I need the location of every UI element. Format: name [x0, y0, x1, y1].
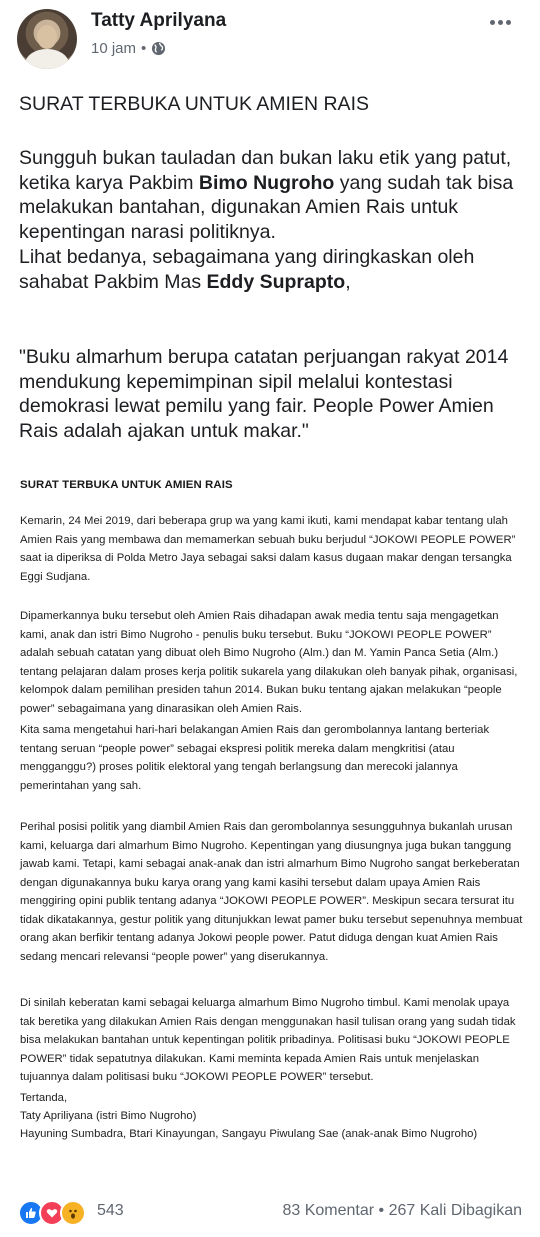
dot-icon: [490, 20, 495, 25]
document-paragraph: Kita sama mengetahui hari-hari belakangan Amien Rais dan gerombolannya lantang berteriak tentang seruan “people power” sebagai ekspresi politik mereka dalam mengkritisi (atau mengganggu?) proses politik elektoral yang tengah berlangsung dan merecoki jalannya pemerintahan yang sah.: [20, 724, 490, 792]
post-time[interactable]: 10 jam: [91, 40, 137, 57]
reactions-group[interactable]: [18, 1200, 81, 1226]
author-avatar[interactable]: [17, 9, 77, 69]
post-paragraph-3: "Buku almarhum berupa catatan perjuangan rakyat 2014 mendukung kepemimpinan sipil melalui kontestasi demokrasi lewat pemilu yang fair. People Power Amien Rais adalah ajakan untuk makar.": [19, 346, 509, 442]
shares-count[interactable]: 267 Kali Dibagikan: [388, 1202, 522, 1219]
stats-separator: •: [378, 1202, 385, 1219]
comments-count[interactable]: 83 Komentar: [282, 1202, 375, 1219]
post-title-line: SURAT TERBUKA UNTUK AMIEN RAIS: [19, 93, 369, 115]
document-title: SURAT TERBUKA UNTUK AMIEN RAIS: [20, 479, 233, 491]
p1-text-c: yang sudah tak bisa melakukan bantahan, digunakan Amien Rais untuk kepentingan narasi politiknya.: [19, 171, 514, 243]
p1-mention[interactable]: Bimo Nugroho: [198, 171, 335, 194]
document-paragraph: Dipamerkannya buku tersebut oleh Amien Rais dihadapan awak media tentu saja mengagetkan kami, anak dan istri Bimo Nugroho - penulis buku tersebut. Buku “JOKOWI PEOPLE POWER” adalah sebuah catatan yang dibuat oleh Bimo Nugroho (Alm.) dan M. Yamin Panca Setia (Alm.) tentang pelajaran dalam proses kerja politik sukarela yang dilakukan oleh banyak pihak, organisasi, kelompok dalam pemilihan presiden tahun 2014. Bukan buku tentang ajakan melakukan “people power” sebagaimana yang dinarasikan oleh Amien Rais.: [20, 610, 518, 715]
document-paragraph: Di sinilah keberatan kami sebagai keluarga almarhum Bimo Nugroho timbul. Kami menolak upaya tak beretika yang dilakukan Amien Rais dengan menggunakan hasil tulisan orang yang sudah tidak bisa melakukan bantahan untuk kepentingan politik pribadinya. Politisasi buku “JOKOWI PEOPLE POWER” tidak sepatutnya dilakukan. Kami meminta kepada Amien Rais untuk menjelaskan tujuannya dalam politisasi buku “JOKOWI PEOPLE POWER” tersebut.: [20, 997, 516, 1083]
engagement-stats: [282, 1202, 522, 1220]
p2-text-c: ,: [345, 270, 351, 293]
author-name[interactable]: Tatty Aprilyana: [91, 10, 227, 31]
document-image[interactable]: [16, 467, 528, 1167]
post-meta: [91, 40, 166, 57]
wow-icon: [60, 1200, 86, 1226]
p2-text-a: Lihat bedanya, sebagaimana yang diringkaskan oleh sahabat Pakbim Mas: [19, 246, 475, 293]
meta-separator: •: [141, 40, 147, 57]
p2-mention[interactable]: Eddy Suprapto: [206, 270, 346, 293]
post-paragraph-2: [19, 245, 524, 294]
document-paragraph: Perihal posisi politik yang diambil Amien Rais dan gerombolannya sesungguhnya bukanlah urusan kami, keluarga dari almarhum Bimo Nugroho. Kepentingan yang diusungnya juga bukan tanggung jawab kami. Tetapi, kami sebagai anak-anak dan istri almarhum Bimo Nugroho sangat berkeberatan dengan digunakannya buku karya orang yang kami kasihi tersebut dalam upaya Amien Rais menggiring opini publik tentang adanya “JOKOWI PEOPLE POWER”. Meskipun secara tersurat itu tidak dikatakannya, gestur politik yang ditunjukkan lewat pamer buku tersebut sepenuhnya membuat orang akan berfikir tentang adanya Jokowi people power. Patut diduga dengan kuat Amien Rais sedang mencari relevansi “people power” yang diserukannya.: [20, 821, 523, 963]
dot-icon: [498, 20, 503, 25]
reaction-count[interactable]: 543: [97, 1202, 124, 1219]
document-closing: Tertanda,: [20, 1092, 68, 1104]
document-paragraph: Kemarin, 24 Mei 2019, dari beberapa grup wa yang kami ikuti, kami mendapat kabar tentang ulah Amien Rais yang membawa dan memamerkan sebuah buku berjudul “JOKOWI PEOPLE POWER” saat ia diperiksa di Polda Metro Jaya sebagai saksi dalam kasus dugaan makar dengan tersangka Eggi Sudjana.: [20, 515, 516, 583]
p1-text-a: Sungguh bukan tauladan dan bukan laku etik yang patut, ketika karya Pakbim: [19, 147, 512, 194]
more-options-button[interactable]: [484, 12, 516, 32]
document-signer: Taty Apriliyana (istri Bimo Nugroho): [20, 1110, 197, 1122]
post-header: [0, 0, 540, 80]
avatar-cloth: [25, 49, 69, 69]
post-paragraph-1: [19, 146, 524, 244]
document-signer: Hayuning Sumbadra, Btari Kinayungan, Sangayu Piwulang Sae (anak-anak Bimo Nugroho): [20, 1128, 478, 1140]
avatar-face: [37, 25, 57, 49]
dot-icon: [506, 20, 511, 25]
globe-icon[interactable]: [151, 41, 166, 56]
post-footer: [0, 1190, 540, 1230]
